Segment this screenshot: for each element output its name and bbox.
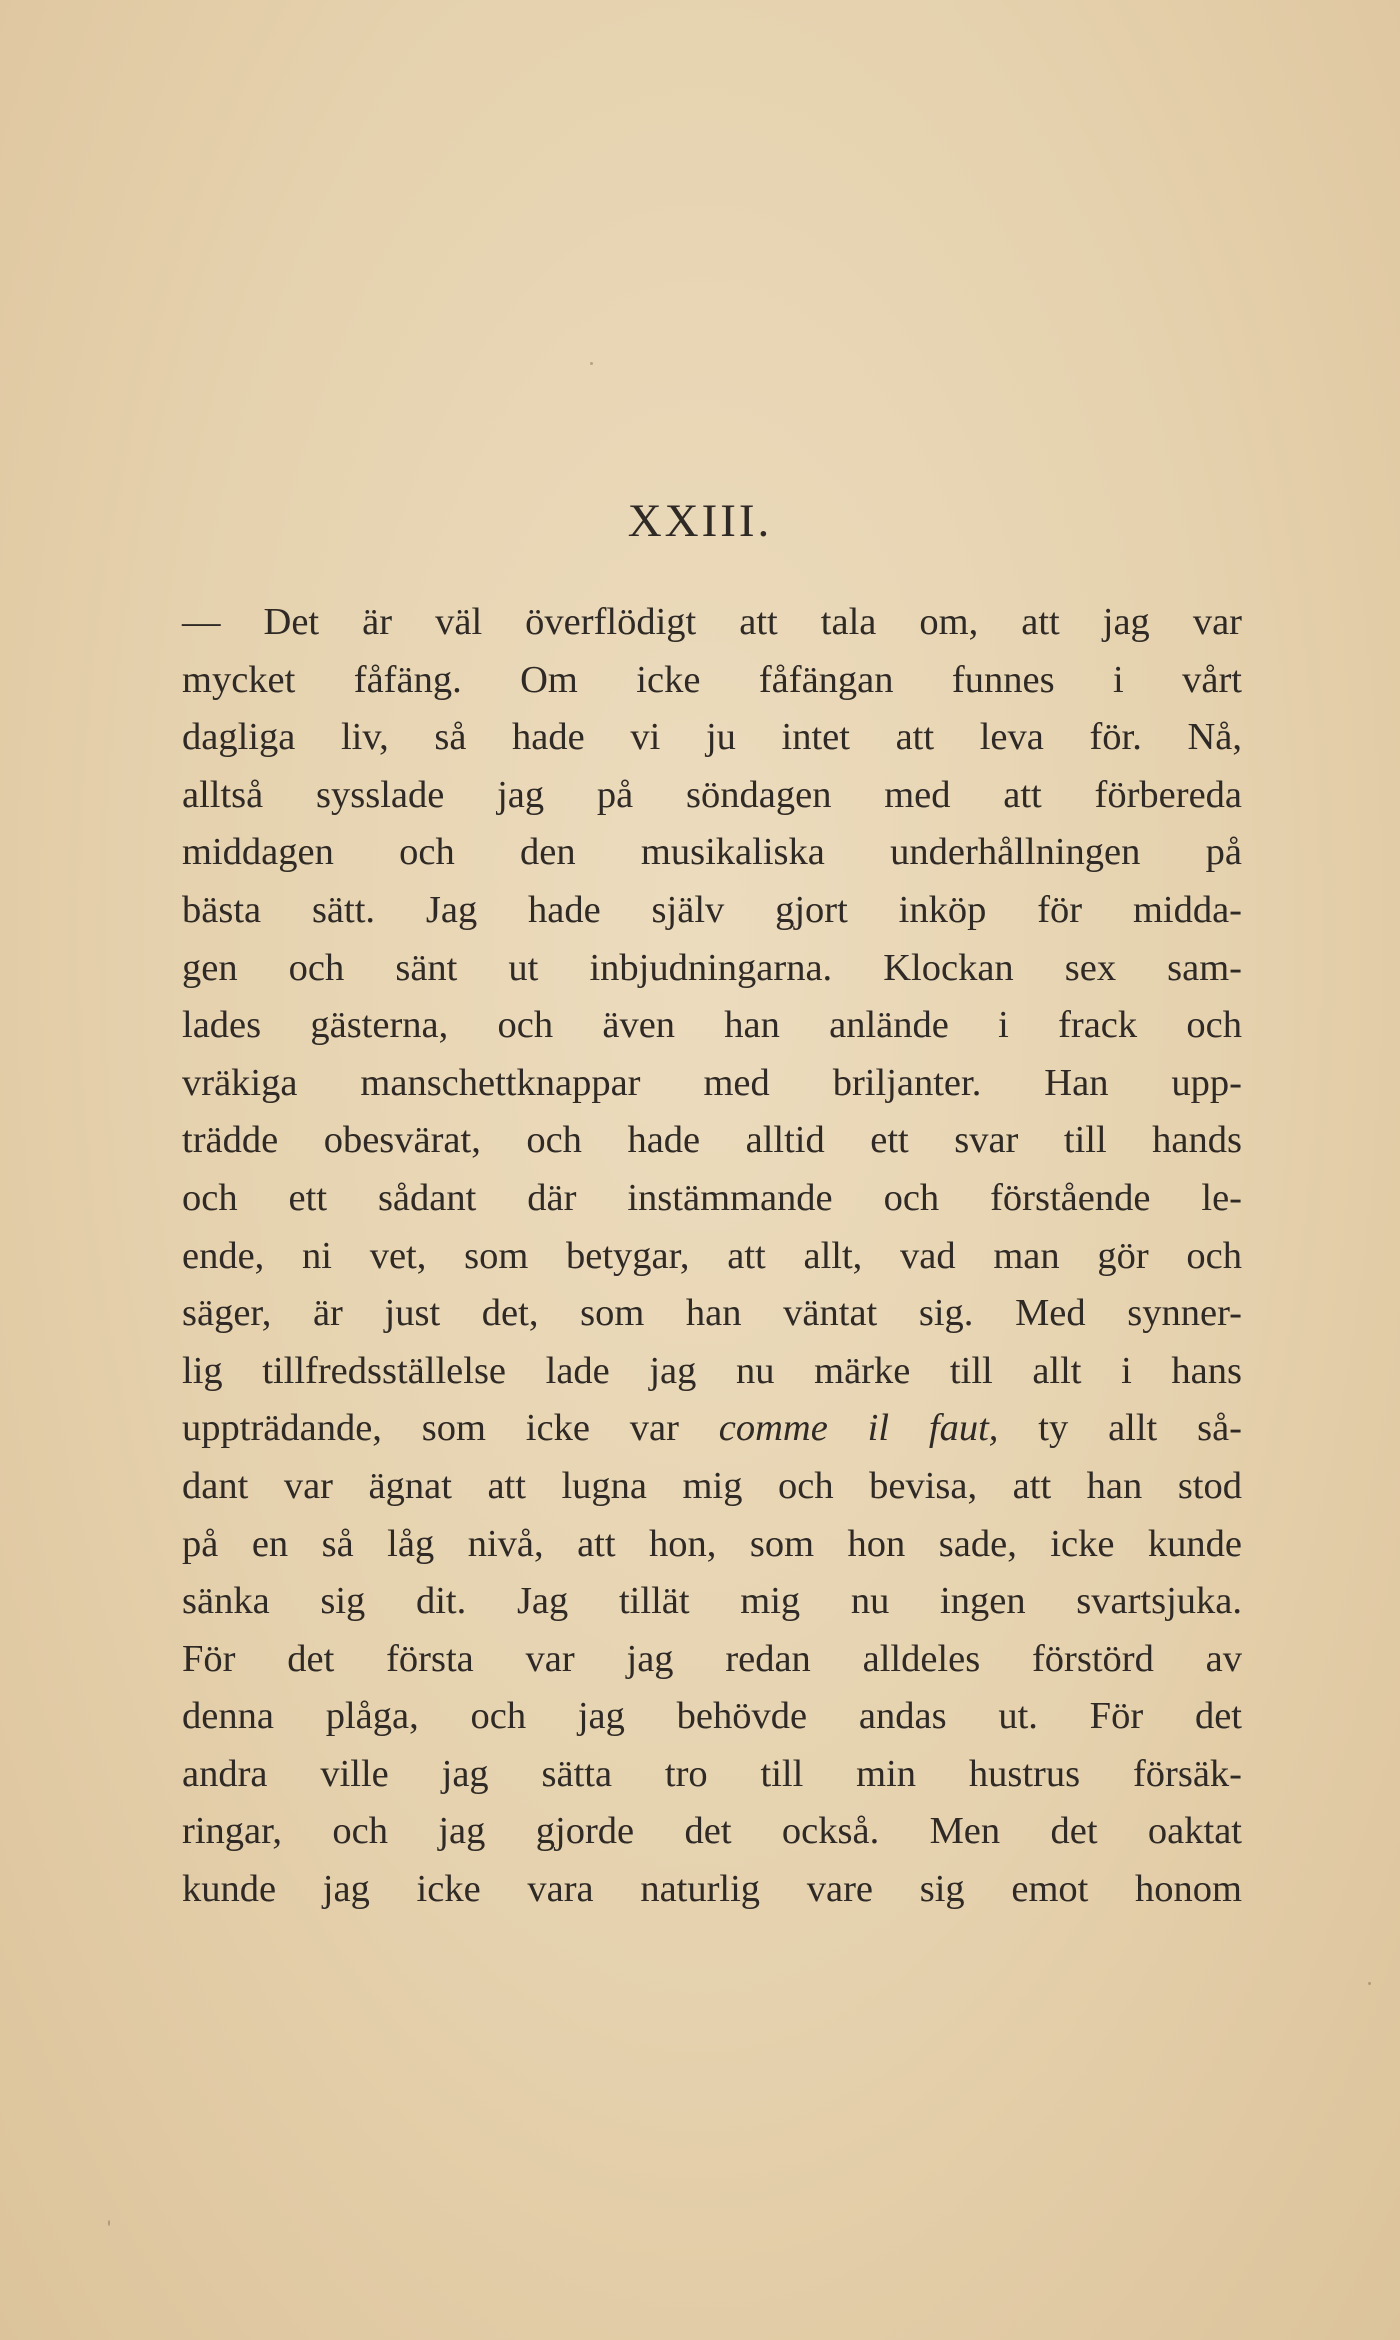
text-line: bästa sätt. Jag hade själv gjort inköp för midda- bbox=[182, 888, 1242, 931]
text-line: dagliga liv, så hade vi ju intet att leva för. Nå, bbox=[182, 716, 1242, 759]
text-line: ringar, och jag gjorde det också. Men det oaktat bbox=[182, 1810, 1242, 1853]
text-line: andra ville jag sätta tro till min hustrus försäk- bbox=[182, 1752, 1242, 1795]
text-line-italic-phrase bbox=[182, 1400, 1242, 1458]
text-segment: ty allt så- bbox=[998, 1407, 1242, 1450]
text-line: sänka sig dit. Jag tillät mig nu ingen svartsjuka. bbox=[182, 1580, 1242, 1623]
text-segment: uppträdande, som icke var bbox=[182, 1407, 719, 1450]
text-line: gen och sänt ut inbjudningarna. Klockan sex sam- bbox=[182, 946, 1242, 989]
text-line: mycket fåfäng. Om icke fåfängan funnes i vårt bbox=[182, 658, 1242, 701]
text-line: denna plåga, och jag behövde andas ut. För det bbox=[182, 1695, 1242, 1738]
text-line: lades gästerna, och även han anlände i frack och bbox=[182, 1004, 1242, 1047]
paper-speck bbox=[590, 362, 593, 365]
text-line: — Det är väl överflödigt att tala om, att jag var bbox=[182, 601, 1242, 643]
paper-speck bbox=[1368, 1982, 1371, 1985]
text-line: vräkiga manschettknappar med briljanter. Han upp- bbox=[182, 1061, 1242, 1104]
italic-phrase: comme il faut, bbox=[718, 1407, 999, 1450]
text-line: och ett sådant där instämmande och förstående le- bbox=[182, 1176, 1242, 1219]
text-line: på en så låg nivå, att hon, som hon sade, icke kunde bbox=[182, 1522, 1242, 1565]
text-line: alltså sysslade jag på söndagen med att förbereda bbox=[182, 773, 1242, 816]
text-line: middagen och den musikaliska underhållningen på bbox=[182, 831, 1242, 874]
text-line: kunde jag icke vara naturlig vare sig emot honom bbox=[182, 1868, 1242, 1911]
text-line: säger, är just det, som han väntat sig. Med synner- bbox=[182, 1292, 1242, 1335]
text-line: För det första var jag redan alldeles förstörd av bbox=[182, 1637, 1242, 1680]
text-line: dant var ägnat att lugna mig och bevisa, att han stod bbox=[182, 1464, 1242, 1507]
chapter-heading: XXIII. bbox=[627, 495, 773, 547]
text-line: trädde obesvärat, och hade alltid ett svar till hands bbox=[182, 1119, 1242, 1162]
text-line: ende, ni vet, som betygar, att allt, vad man gör och bbox=[182, 1234, 1242, 1277]
body-text bbox=[182, 594, 1242, 1919]
paper-speck bbox=[108, 2220, 110, 2226]
text-line: lig tillfredsställelse lade jag nu märke till allt i hans bbox=[182, 1349, 1242, 1392]
